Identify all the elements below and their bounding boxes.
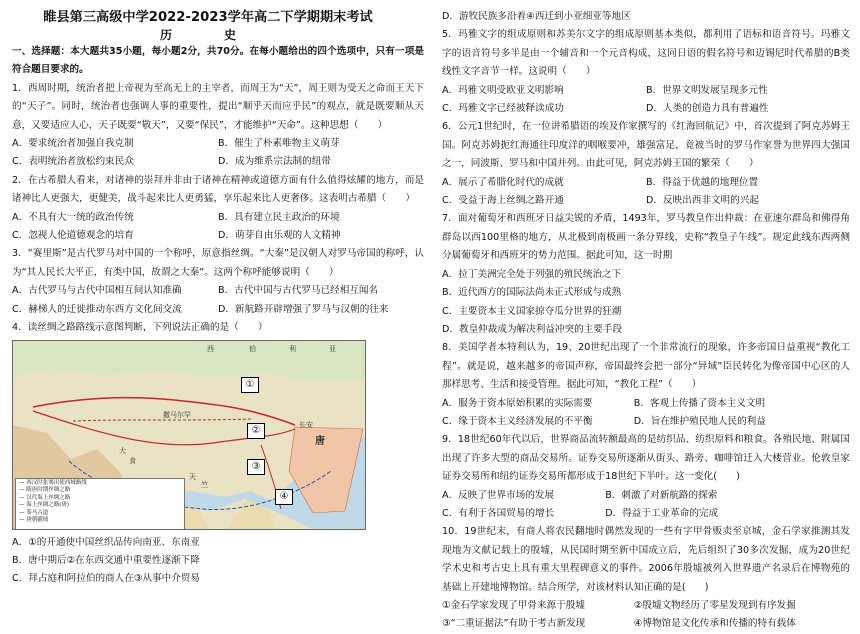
statement: ②殷墟文物经历了零星发现到有序发掘 bbox=[633, 600, 796, 611]
option[interactable]: D．新航路开辟增强了罗马与汉朝的往来 bbox=[218, 303, 389, 315]
option[interactable]: D．人类的创造力具有普遍性 bbox=[646, 103, 769, 115]
option[interactable]: B．唐中期后②在东西交通中重要性逐渐下降 bbox=[12, 554, 200, 566]
map-marker: ② bbox=[247, 423, 265, 439]
option[interactable]: B．催生了朴素唯物主义萌芽 bbox=[218, 138, 340, 150]
option[interactable]: C．有利于各国贸易的增长 bbox=[442, 507, 555, 519]
option[interactable]: D．游牧民族多沿着④西迁到小亚细亚等地区 bbox=[442, 11, 631, 22]
left-column bbox=[12, 8, 424, 589]
legend-item: — 西汉时张骞出使西域路线 bbox=[19, 479, 87, 486]
question-1-options-row bbox=[12, 135, 424, 153]
question-2-options-row bbox=[12, 209, 424, 227]
option[interactable]: B．古代中国与古代罗马已经相互闻名 bbox=[218, 285, 379, 297]
map-marker: ④ bbox=[275, 489, 293, 505]
question-6-options-row bbox=[442, 192, 850, 210]
question-10-statements-row bbox=[442, 615, 850, 633]
silk-road-map bbox=[12, 340, 366, 530]
option[interactable]: B．近代西方的国际法尚未正式形成与成熟 bbox=[442, 287, 622, 299]
question-5-options-row bbox=[442, 100, 850, 118]
question-1-options-row bbox=[12, 153, 424, 171]
exam-title: 睢县第三高级中学2022-2023学年高二下学期期末考试 bbox=[43, 10, 373, 25]
option[interactable]: C．玛雅文字已经被释读成功 bbox=[442, 103, 564, 115]
map-label: 伯 bbox=[249, 344, 256, 353]
option[interactable]: C．受益于海上丝绸之路开通 bbox=[442, 195, 564, 207]
option[interactable]: A．玛雅文明受欧亚文明影响 bbox=[442, 84, 564, 96]
question-5-options-row bbox=[442, 82, 850, 100]
statement: ④博物馆是文化传承和传播的特有载体 bbox=[633, 618, 796, 630]
legend-item: — 汉代海上丝绸之路 bbox=[19, 494, 71, 501]
question-5-stem: 5．玛雅文字的组成原则和苏美尔文字的组成原则基本类似，都利用了语标和语音符号。玛雅文字的语音符号多半是由一个辅音和一个元音构成，这同日语的假名符号和迈锡尼时代希腊的B类线性文字音节一样。这说明（ ） bbox=[442, 29, 850, 78]
map-label: 利 bbox=[289, 344, 296, 353]
option[interactable]: A．不具有大一统的政治传统 bbox=[12, 211, 134, 223]
question-7-stem: 7．面对葡萄牙和西班牙日益尖锐的矛盾，1493年，罗马教皇作出仲裁：在亚速尔群岛和佛得角群岛以西100里格的地方，从北极到南极画一条分界线，史称“教皇子午线”。规定此线东西两侧分属葡萄牙和西班牙的势力范围。据此可知，这一时期 bbox=[442, 213, 850, 262]
option[interactable]: B．客观上传播了资本主义文明 bbox=[633, 397, 766, 409]
map-legend bbox=[15, 478, 185, 530]
option[interactable]: D．成为维系宗法制的纽带 bbox=[218, 156, 331, 168]
option[interactable]: C．表明统治者放松约束民众 bbox=[12, 156, 134, 168]
option[interactable]: C．赫梯人的迁徙推动东西方文化间交流 bbox=[12, 303, 182, 315]
question-3-options-row bbox=[12, 301, 424, 319]
option[interactable]: A．展示了希腊化时代的成就 bbox=[442, 176, 564, 188]
question-3-options-row bbox=[12, 282, 424, 300]
option[interactable]: A．要求统治者加强自我克制 bbox=[12, 138, 134, 150]
question-2-options-row bbox=[12, 227, 424, 245]
option[interactable]: A．①的开通使中国丝织品传向南亚、东南亚 bbox=[12, 536, 200, 548]
question-4-stem: 4．读丝绸之路路线示意图判断，下列说法正确的是（ ） bbox=[12, 322, 268, 334]
option[interactable]: A．拉丁美洲完全处于列强的殖民统治之下 bbox=[442, 268, 622, 280]
option[interactable]: D．反映出西非文明的兴起 bbox=[646, 195, 759, 207]
option[interactable]: A．服务于资本原始积累的实际需要 bbox=[442, 397, 593, 409]
legend-item: — 茶马古道 bbox=[19, 509, 49, 516]
question-8-stem: 8．美国学者本特利认为，19、20世纪出现了一个非常流行的现象，许多帝国日益重视“教化工程”。就是说，越来越多的帝国声称，帝国最终会把一部分“异域”臣民转化为像帝国中心区的人那样思考、生活和接受管理。据此可知，“教化工程”（ ） bbox=[442, 342, 850, 391]
map-label: 天 bbox=[189, 472, 196, 481]
option[interactable]: B．世界文明发展呈现多元性 bbox=[646, 84, 768, 96]
option[interactable]: B．得益于优越的地理位置 bbox=[646, 176, 759, 188]
option[interactable]: B．具有建立民主政治的环境 bbox=[218, 211, 340, 223]
question-9-options-row bbox=[442, 505, 850, 523]
option[interactable]: D．教皇仲裁成为解决利益冲突的主要手段 bbox=[442, 323, 623, 335]
option[interactable]: C．忽视人伦道德观念的培育 bbox=[12, 230, 134, 242]
question-2-stem: 2．在古希腊人看来，对诸神的崇拜并非由于诸神在精神或道德方面有什么值得炫耀的地方，而是诸神比人更强大，更健美，战斗起来比人更勇猛，享乐起来比人更奢侈。这表明古希腊（ ） bbox=[12, 174, 424, 205]
legend-item: — 唐朝疆域 bbox=[19, 517, 49, 523]
map-label: 竺 bbox=[201, 480, 208, 489]
option[interactable]: C．缘于资本主义经济发展的不平衡 bbox=[442, 415, 593, 427]
option[interactable]: D．旨在维护殖民地人民的利益 bbox=[633, 415, 766, 427]
map-label: 西 bbox=[207, 344, 214, 353]
option[interactable]: A．反映了世界市场的发展 bbox=[442, 489, 555, 501]
question-3-stem: 3．“赛里斯”是古代罗马对中国的一个称呼，原意指丝绸。“大秦”是汉朝人对罗马帝国的称呼，认为“其人民长大平正，有类中国，故谓之大秦”。这两个称呼能够说明（ ） bbox=[12, 248, 424, 278]
statement: ③“二重证据法”有助于考古新发现 bbox=[442, 618, 586, 630]
legend-item: — 海上丝绸之路(唐) bbox=[19, 502, 70, 508]
question-1-stem: 1．西周时期，统治者把上帝视为至高无上的主宰者，而周王为“天”，周王则为受天之命而王天下的“天子”。同时，统治者也强调人事的重要性，提出“顺乎天而应乎民”的观点，就是既要顺从天意，又要适应人心，天子既要“敬天”，又要“保民”，才能维护“天命”。这种思想（ ） bbox=[12, 82, 424, 131]
map-marker: ① bbox=[241, 377, 259, 393]
map-marker: ③ bbox=[247, 459, 265, 475]
map-label: 大 bbox=[119, 446, 126, 455]
option[interactable]: D．得益于工业革命的完成 bbox=[605, 507, 719, 519]
option[interactable]: A．古代罗马与古代中国相互间认知准确 bbox=[12, 285, 182, 297]
question-9-stem: 9．18世纪60年代以后，世界商品流转额最高的是纺织品、纺织原料和粮食。各殖民地、附属国出现了许多大型的商品交易所。证券交易所逐渐从街头、路旁、咖啡馆迁入大楼营业。伦敦皇家证券交易所和纽约证券交易所都形成于18世纪下半叶。这一变化( ) bbox=[442, 434, 850, 483]
statement: ①金石学家发现了甲骨来源于殷墟 bbox=[442, 600, 585, 611]
legend-item: — 隋唐时期丝绸之路 bbox=[19, 487, 71, 493]
question-8-options-row bbox=[442, 413, 850, 431]
question-8-options-row bbox=[442, 395, 850, 413]
question-6-stem: 6．公元1世纪时，在一位讲希腊语的埃及作家撰写的《红海回航记》中，首次提到了阿克苏姆王国。阿克苏姆扼红海通往印度洋的咽喉要冲，雄强富足，竟被当时的罗马作家誉为世界四大强国之一，同波斯、罗马和中国并列。由此可见，阿克苏姆王国的繁荣（ ） bbox=[442, 121, 850, 170]
option[interactable]: C．拜占庭和阿拉伯的商人在③从事中介贸易 bbox=[12, 573, 200, 585]
question-10-statements-row bbox=[442, 597, 850, 615]
map-label: 撒马尔罕 bbox=[163, 410, 191, 419]
question-9-options-row bbox=[442, 487, 850, 505]
section-header: 一、选择题：本大题共35小题，每小题2分，共70分。在每小题给出的四个选项中，只有一项是符合题目要求的。 bbox=[12, 46, 424, 76]
question-6-options-row bbox=[442, 174, 850, 192]
option[interactable]: D．萌芽自由乐观的人文精神 bbox=[218, 230, 341, 242]
option[interactable]: C．主要资本主义国家掠夺瓜分世界的狂潮 bbox=[442, 305, 622, 317]
map-label: 唐 bbox=[315, 435, 325, 447]
right-column bbox=[442, 8, 850, 634]
exam-subject: 历 史 bbox=[159, 28, 256, 42]
map-label: 长安 bbox=[299, 420, 313, 429]
map-label: 亚 bbox=[329, 344, 336, 353]
question-10-stem: 10．19世纪末，有商人将农民翻地时偶然发现的一些有字甲骨贩卖至京城，金石学家推测其发现地为文献记载上的殷墟，从民国时期至新中国成立后，先后组织了30多次发掘，成为20世纪学术史和考古史上具有重大里程碑意义的事件。2006年殷墟被列入世界遗产名录后在博物苑的基础上开建地博物馆。结合所学，对该材料认知正确的是( ) bbox=[442, 526, 850, 593]
option[interactable]: B．刺激了对新航路的探索 bbox=[605, 489, 718, 501]
map-label: 食 bbox=[129, 456, 136, 465]
